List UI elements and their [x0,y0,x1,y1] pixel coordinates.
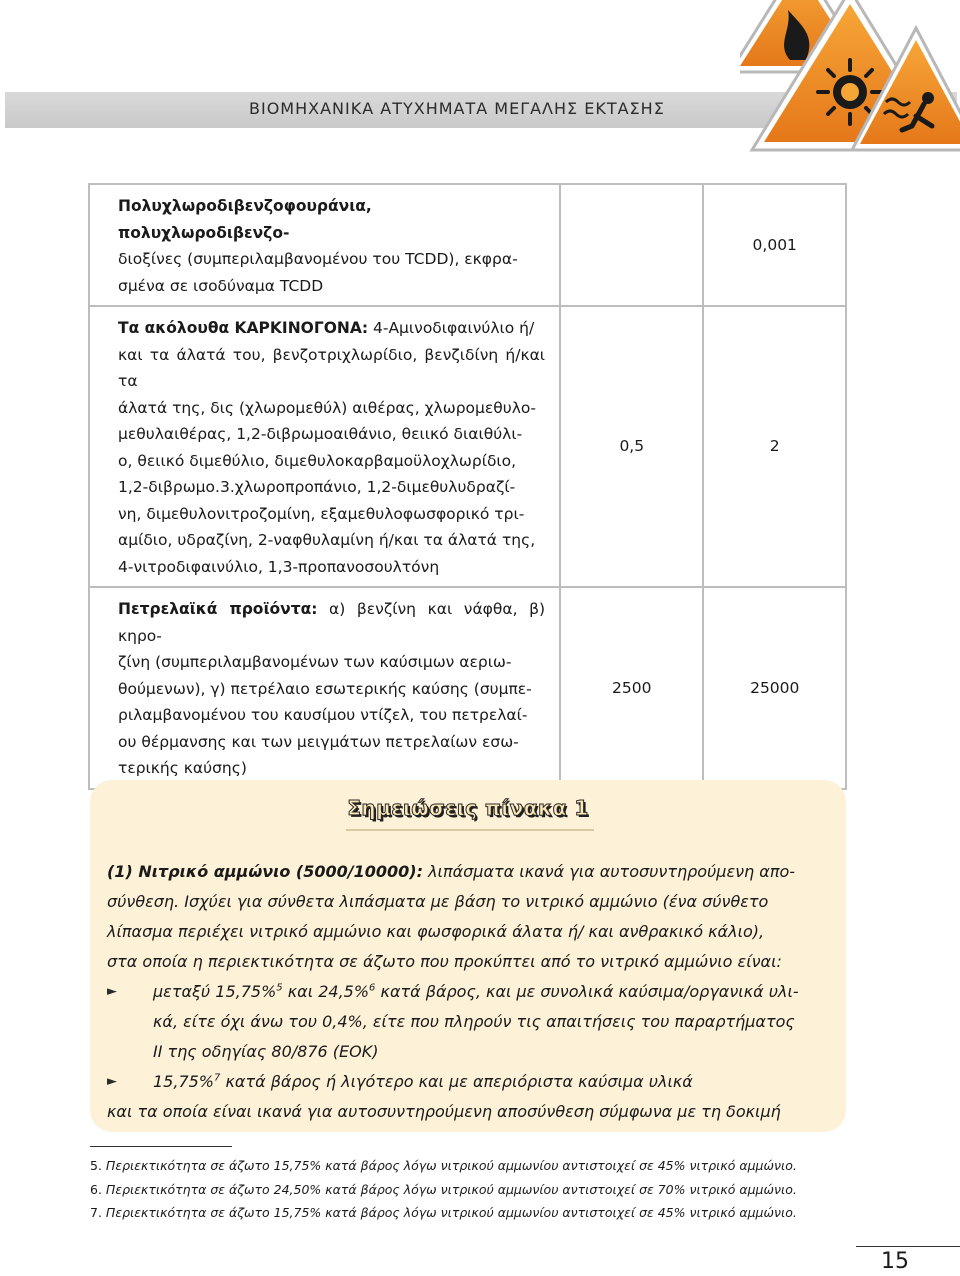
threshold-upper: 2 [703,306,846,587]
note-bullet: ► μεταξύ 15,75%$^5$ και 24,5%$^6$ κατά βάρος, και με συνολικά καύσιμα/οργανικά υλι- κά, είτε όχι άνω του 0,4%, είτε που πληρούν τις απαιτήσεις του παραρτήματος ΙΙ της οδηγίας 80/876 (ΕΟΚ) [107,977,831,1067]
notes-title-underline [346,829,594,831]
footnote-item: 5. Περιεκτικότητα σε άζωτο 15,75% κατά βάρος λόγω νιτρικού αμμωνίου αντιστοιχεί σε 45% νιτρικό αμμώνιο. [90,1158,797,1173]
table-row [89,587,846,789]
substances-threshold-table [88,183,847,790]
footnote-item: 6. Περιεκτικότητα σε άζωτο 24,50% κατά βάρος λόγω νιτρικού αμμωνίου αντιστοιχεί σε 70% νιτρικό αμμώνιο. [90,1181,797,1197]
note-bullet: ► 15,75%$^7$ κατά βάρος ή λιγότερο και με απεριόριστα καύσιμα υλικά [107,1067,831,1097]
substance-description: Πετρελαϊκά προϊόντα: α) βενζίνη και νάφθα, β) κηρο- ζίνη (συμπεριλαμβανομένων των καύσιμων αεριω- θούμενων), γ) πετρέλαιο εσωτερικής καύσης (συμπε- ριλαμβανομένου του καυσίμου ντίζελ, του πετρελαί- ου θέρμανσης και των μειγμάτων πετρελαίων εσω- τερικής καύσης) [89,587,560,789]
footnote-rule [90,1146,232,1147]
threshold-lower: 2500 [560,587,703,789]
note-closing: και τα οποία είναι ικανά για αυτοσυντηρούμενη αποσύνθεση σύμφωνα με τη δοκιμή [107,1102,781,1121]
threshold-upper: 0,001 [703,184,846,306]
running-header-title: ΒΙΟΜΗΧΑΝΙΚΑ ΑΤΥΧΗΜΑΤΑ ΜΕΓΑΛΗΣ ΕΚΤΑΣΗΣ [249,99,665,118]
page-number: 15 [881,1249,909,1274]
hazard-warning-logo [740,0,960,160]
threshold-lower: 0,5 [560,306,703,587]
footnotes [90,1154,850,1225]
substance-description: Τα ακόλουθα ΚΑΡΚΙΝΟΓΟΝΑ: 4-Αμινοδιφαινύλιο ή/ και τα άλατά του, βενζοτριχλωρίδιο, βενζιδίνη ή/και τα άλατά της, δις (χλωρομεθύλ) αιθέρας, χλωρομεθυλο- μεθυλαιθέρας, 1,2-διβρωμοαιθάνιο, θειικό διαιθύλι- ο, θειικό διμεθύλιο, διμεθυλοκαρβαμοϋλοχλωρίδιο, 1,2-διβρωμο.3.χλωροπροπάνιο, 1,2-διμεθυλυδραζί- νη, διμεθυλονιτροζομίνη, εξαμεθυλοφωσφορικό τρι- αμίδιο, υδραζίνη, 2-ναφθυλαμίνη ή/και τα άλατά της, 4-νιτροδιφαινύλιο, 1,3-προπανοσουλτόνη [89,306,560,587]
notes-body [107,857,831,1127]
threshold-upper: 25000 [703,587,846,789]
note-paragraph: (1) Νιτρικό αμμώνιο (5000/10000): λιπάσματα ικανά για αυτοσυντηρούμενη απο- σύνθεση. Ισχύει για σύνθετα λιπάσματα με βάση το νιτρικό αμμώνιο (ένα σύνθετο λίπασμα περιέχει νιτρικό αμμώνιο και φωσφορικά άλατα ή/ και ανθρακικό κάλιο), στα οποία η περιεκτικότητα σε άζωτο που προκύπτει από το νιτρικό αμμώνιο είναι: [107,862,796,971]
notes-title: Σημειώσεις πίνακα 1 [347,796,589,820]
footnote-item: 7. Περιεκτικότητα σε άζωτο 15,75% κατά βάρος λόγω νιτρικού αμμωνίου αντιστοιχεί σε 45% νιτρικό αμμώνιο. [90,1205,797,1220]
substance-description: Πολυχλωροδιβενζοφουράνια, πολυχλωροδιβενζο- διοξίνες (συμπεριλαμβανομένου του TCDD), εκφρα- σμένα σε ισοδύναμα TCDD [89,184,560,306]
table-row [89,184,846,306]
threshold-lower [560,184,703,306]
bullet-arrow-icon: ► [107,1074,117,1089]
bullet-arrow-icon: ► [107,984,117,999]
page-number-rule [856,1246,960,1247]
table-row [89,306,846,587]
